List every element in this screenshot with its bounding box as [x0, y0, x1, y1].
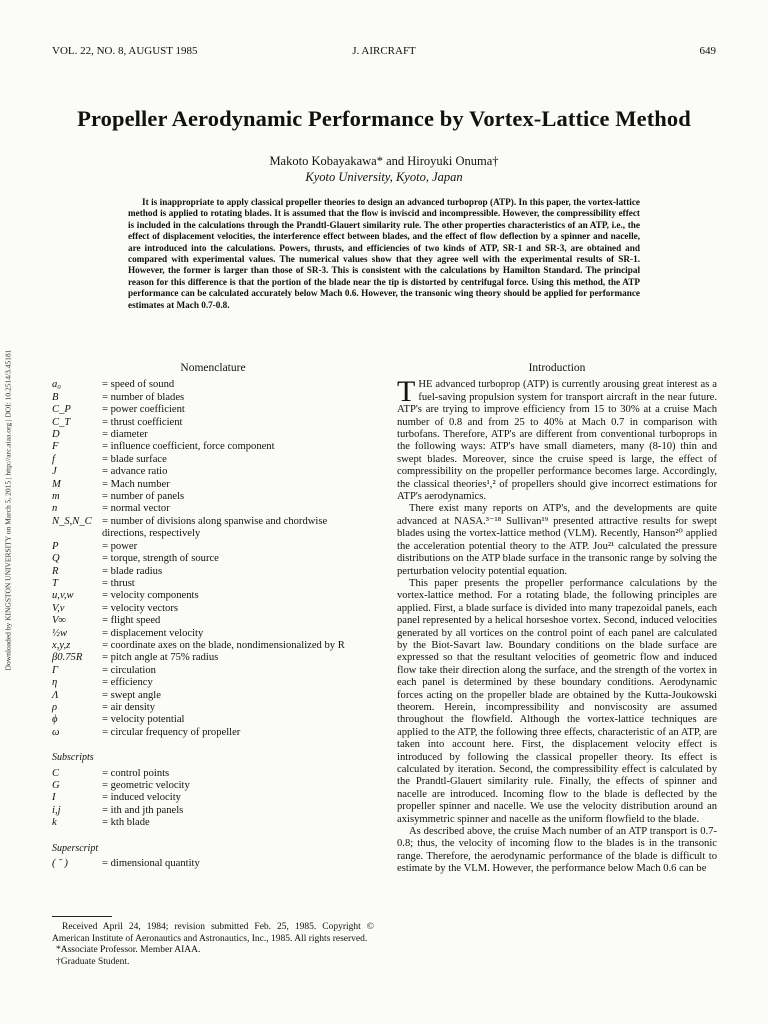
- nomenclature-symbol: N_S,N_C: [52, 515, 92, 527]
- nomenclature-definition: = geometric velocity: [102, 780, 190, 791]
- nomenclature-definition: = velocity potential: [102, 714, 185, 726]
- left-column: [52, 362, 374, 870]
- nomenclature-symbol: u,v,w: [52, 590, 74, 602]
- nomenclature-definition: = swept angle: [102, 689, 161, 701]
- nomenclature-definition: = diameter: [102, 429, 148, 441]
- nomenclature-symbol: R: [52, 565, 59, 577]
- running-header: [52, 45, 716, 59]
- nomenclature-entry: [52, 590, 374, 602]
- drop-cap: T: [397, 375, 416, 409]
- nomenclature-symbol: ½w: [52, 627, 68, 639]
- nomenclature-entry: [52, 665, 374, 677]
- footnote-author-1: *Associate Professor. Member AIAA.: [56, 945, 201, 955]
- nomenclature-definition: = power: [102, 540, 138, 552]
- nomenclature-definition: = efficiency: [102, 677, 153, 689]
- subscripts-list: [52, 768, 374, 830]
- nomenclature-definition: = thrust: [102, 577, 135, 589]
- nomenclature-definition: = thrust coefficient: [102, 416, 183, 428]
- nomenclature-entry: [52, 768, 374, 780]
- page-number: 649: [699, 45, 716, 57]
- nomenclature-definition: = power coefficient: [102, 404, 185, 416]
- nomenclature-definition: = normal vector: [102, 503, 170, 515]
- footnote-author-2: †Graduate Student.: [56, 956, 130, 967]
- nomenclature-definition: = number of blades: [102, 391, 185, 403]
- nomenclature-definition: = circulation: [102, 664, 156, 676]
- nomenclature-definition: = pitch angle at 75% radius: [102, 652, 219, 664]
- nomenclature-entry: [52, 566, 374, 578]
- journal-name: J. AIRCRAFT: [352, 45, 416, 57]
- nomenclature-entry: [52, 429, 374, 441]
- nomenclature-entry: [52, 858, 374, 870]
- nomenclature-heading: Nomenclature: [180, 362, 246, 374]
- nomenclature-symbol: ω: [52, 726, 60, 738]
- footnotes: [52, 916, 374, 968]
- nomenclature-entry: [52, 379, 374, 391]
- nomenclature-entry: [52, 466, 374, 478]
- nomenclature-entry: [52, 714, 374, 726]
- nomenclature-symbol: a₀: [52, 379, 61, 391]
- nomenclature-entry: [52, 479, 374, 491]
- nomenclature-symbol: F: [52, 441, 59, 453]
- nomenclature-entry: [52, 503, 374, 515]
- nomenclature-definition: = number of panels: [102, 491, 185, 503]
- nomenclature-symbol: J: [52, 466, 57, 478]
- nomenclature-symbol: M: [52, 478, 61, 490]
- nomenclature-symbol: ( ˜ ): [52, 858, 68, 870]
- nomenclature-entry: [52, 553, 374, 565]
- nomenclature-symbol: β0.75R: [52, 652, 83, 664]
- nomenclature-definition: = air density: [102, 701, 156, 713]
- intro-paragraph-3: This paper presents the propeller performance calculations by the vortex-lattice method. For a rotating blade, the following principles are applied. First, a blade surface is divided into many trapezoidal panels, each panel represented by a helical horseshoe vortex. Second, induced velocities generated by all vortices on the control point of each panel are calculated by the Biot-Savart law. Boundary conditions on the blade surface are expressed so that the resultant velocities of geometric flow and induced flow take their direction along the surface, and the strength of the vortex in each panel is determined by these boundary conditions. Aerodynamic forces acting on the propeller blade are obtained by the Kutta-Joukowski theorem. Herein, incompressibility and nonviscosity are assumed throughout the flowfield. Although the vortex-lattice techniques are applied to the ATP, the following three effects, characteristic of an ATP, are taken into account here. First, the displacement velocity effect is introduced by following the classical propeller theory. Its effect is calculated by iteration. Second, the compressibility effect is calculated by the Prandtl-Glauert similarity rule. Finally, the effects of spinner and nacelle are introduced. Incoming flow to the blade is deflected by the propeller spinner and nacelle. We use the velocity distribution around an axisymmetric spinner and nacelle as the uniform flowfield to the blade.: [397, 577, 717, 825]
- nomenclature-entry: [52, 441, 374, 453]
- intro-paragraph-1-text: HE advanced turboprop (ATP) is currently arousing great interest as a fuel-saving propulsion system for transport aircraft in the near future. ATP's are trying to improve efficiency from 15 to 30% at a cruise Mach number of 0.8 and from 25 to 40% at Mach 0.7 in comparison with turbofans. Therefore, ATP's are different from conventional turboprops in the following ways: ATP's have small diameters, many (8-10) thin and swept blades. Moreover, since the cruise speed is large, the effect of compressibility on the propeller performance becomes large. Accordingly, the classical theories¹,² of propellers should give incorrect estimations for ATP's aerodynamics.: [397, 379, 717, 503]
- nomenclature-entry: [52, 392, 374, 404]
- superscript-heading: Superscript: [52, 842, 99, 854]
- intro-paragraph-1: [397, 375, 717, 503]
- nomenclature-entry: [52, 780, 374, 792]
- nomenclature-definition: = velocity vectors: [102, 602, 178, 614]
- nomenclature-definition: = dimensional quantity: [102, 858, 200, 870]
- nomenclature-symbol: f: [52, 453, 55, 465]
- nomenclature-symbol: i,j: [52, 804, 61, 816]
- nomenclature-entry: [52, 603, 374, 615]
- nomenclature-symbol: T: [52, 577, 58, 589]
- nomenclature-entry: [52, 805, 374, 817]
- nomenclature-symbol: P: [52, 540, 59, 552]
- nomenclature-symbol: ρ: [52, 701, 58, 713]
- nomenclature-definition: = control points: [102, 767, 170, 779]
- download-sidebar: [1, 320, 15, 700]
- nomenclature-definition: = number of divisions along spanwise and chordwise directions, respectively: [102, 515, 328, 540]
- nomenclature-definition: = torque, strength of source: [102, 553, 219, 565]
- nomenclature-symbol: C: [52, 767, 60, 779]
- nomenclature-symbol: Γ: [52, 664, 59, 676]
- nomenclature-definition: = induced velocity: [102, 792, 181, 804]
- nomenclature-symbol: ϕ: [52, 714, 58, 726]
- nomenclature-entry: [52, 677, 374, 689]
- subscripts-heading: Subscripts: [52, 752, 94, 764]
- nomenclature-symbol: m: [52, 491, 60, 503]
- nomenclature-entry: [52, 727, 374, 739]
- nomenclature-symbol: C_P: [52, 404, 71, 416]
- nomenclature-definition: = ith and jth panels: [102, 804, 184, 816]
- abstract-text: It is inappropriate to apply classical propeller theories to design an advanced turboprop (ATP). In this paper, the vortex-lattice method is applied to rotating blades. It is assumed that the flow is inviscid and incompressible. However, the compressibility effect is included in the calculations through the Prandtl-Glauert similarity rule. The other properties characteristics of an ATP, i.e., the effect of displacement velocities, the interference effect between blades, and the effect of flow deflection by a spinner and nacelle, are introduced into the calculations. Powers, thrusts, and efficiencies of two kinds of ATP, SR-1 and SR-3, are obtained and compared with experimental values. The numerical values show that they agree well with the experimental results of SR-1. However, the former is larger than those of SR-3. This is consistent with the calculations by Hamilton Standard. The principal reason for this difference is that the portion of the blade near the tip is distorted by centrifugal force. Using this method, the ATP performance can be calculated accurately below Mach 0.6. However, the transonic wing theory should be applied for performance estimates at Mach 0.7-0.8.: [128, 197, 640, 310]
- nomenclature-definition: = blade surface: [102, 453, 167, 465]
- footnote-received: Received April 24, 1984; revision submitted Feb. 25, 1985. Copyright © American Institute of Aeronautics and Astronautics, Inc., 1985. All rights reserved.: [52, 922, 374, 944]
- nomenclature-symbol: Q: [52, 553, 60, 565]
- nomenclature-definition: = influence coefficient, force component: [102, 441, 275, 453]
- nomenclature-symbol: k: [52, 817, 57, 829]
- nomenclature-definition: = Mach number: [102, 478, 170, 490]
- nomenclature-entry: [52, 578, 374, 590]
- download-note: Downloaded by KINGSTON UNIVERSITY on March 5, 2015 | http://arc.aiaa.org | DOI: 10.2514/3.45181: [3, 349, 13, 671]
- nomenclature-definition: = kth blade: [102, 817, 150, 829]
- paper-authors: Makoto Kobayakawa* and Hiroyuki Onuma†: [269, 154, 499, 168]
- nomenclature-symbol: n: [52, 503, 58, 515]
- intro-paragraph-2: There exist many reports on ATP's, and the developments are quite advanced at NASA.³⁻¹⁸ Sullivan¹⁹ presented attractive results for swept blades using the vortex-lattice method (VLM). Recently, Hanson²⁰ applied the acceleration potential theory to the ATP. Jou²¹ calculated the pressure distributions on the ATP blade surface in the transonic range by solving the perturbation velocity potential equation.: [397, 503, 717, 577]
- nomenclature-entry: [52, 702, 374, 714]
- nomenclature-entry: [52, 690, 374, 702]
- nomenclature-entry: [52, 516, 374, 541]
- nomenclature-symbol: V,v: [52, 602, 65, 614]
- paper-affiliation: Kyoto University, Kyoto, Japan: [305, 170, 463, 184]
- nomenclature-entry: [52, 640, 374, 652]
- nomenclature-entry: [52, 491, 374, 503]
- nomenclature-definition: = blade radius: [102, 565, 163, 577]
- nomenclature-definition: = displacement velocity: [102, 627, 204, 639]
- nomenclature-entry: [52, 615, 374, 627]
- nomenclature-symbol: x,y,z: [52, 639, 71, 651]
- nomenclature-entry: [52, 792, 374, 804]
- nomenclature-entry: [52, 652, 374, 664]
- nomenclature-symbol: I: [52, 792, 56, 804]
- abstract: [128, 197, 640, 311]
- nomenclature-definition: = circular frequency of propeller: [102, 726, 241, 738]
- nomenclature-entry: [52, 417, 374, 429]
- nomenclature-entry: [52, 404, 374, 416]
- superscript-list: [52, 858, 374, 870]
- nomenclature-symbol: G: [52, 780, 60, 791]
- nomenclature-entry: [52, 541, 374, 553]
- nomenclature-symbol: B: [52, 391, 59, 403]
- nomenclature-symbol: C_T: [52, 416, 71, 428]
- nomenclature-entry: [52, 454, 374, 466]
- nomenclature-definition: = speed of sound: [102, 379, 175, 391]
- nomenclature-definition: = velocity components: [102, 590, 199, 602]
- introduction-heading: Introduction: [528, 362, 586, 374]
- nomenclature-symbol: Λ: [52, 689, 59, 701]
- nomenclature-definition: = coordinate axes on the blade, nondimensionalized by R: [102, 639, 345, 651]
- nomenclature-entry: [52, 628, 374, 640]
- nomenclature-symbol: V∞: [52, 615, 67, 627]
- nomenclature-definition: = flight speed: [102, 615, 161, 627]
- nomenclature-definition: = advance ratio: [102, 466, 168, 478]
- journal-volume: VOL. 22, NO. 8, AUGUST 1985: [52, 45, 198, 57]
- nomenclature-symbol: D: [52, 429, 60, 441]
- right-column: [397, 362, 717, 876]
- nomenclature-entry: [52, 817, 374, 829]
- nomenclature-symbol: η: [52, 677, 58, 689]
- nomenclature-list: [52, 379, 374, 739]
- footnote-rule: [52, 916, 112, 917]
- paper-title: Propeller Aerodynamic Performance by Vortex-Lattice Method: [77, 106, 691, 131]
- intro-paragraph-4: As described above, the cruise Mach number of an ATP transport is 0.7-0.8; thus, the velocity of incoming flow to the blades is in the transonic range. Therefore, the aerodynamic performance of the blade is difficult to estimate by the VLM. However, the performance below Mach 0.6 can be: [397, 826, 717, 875]
